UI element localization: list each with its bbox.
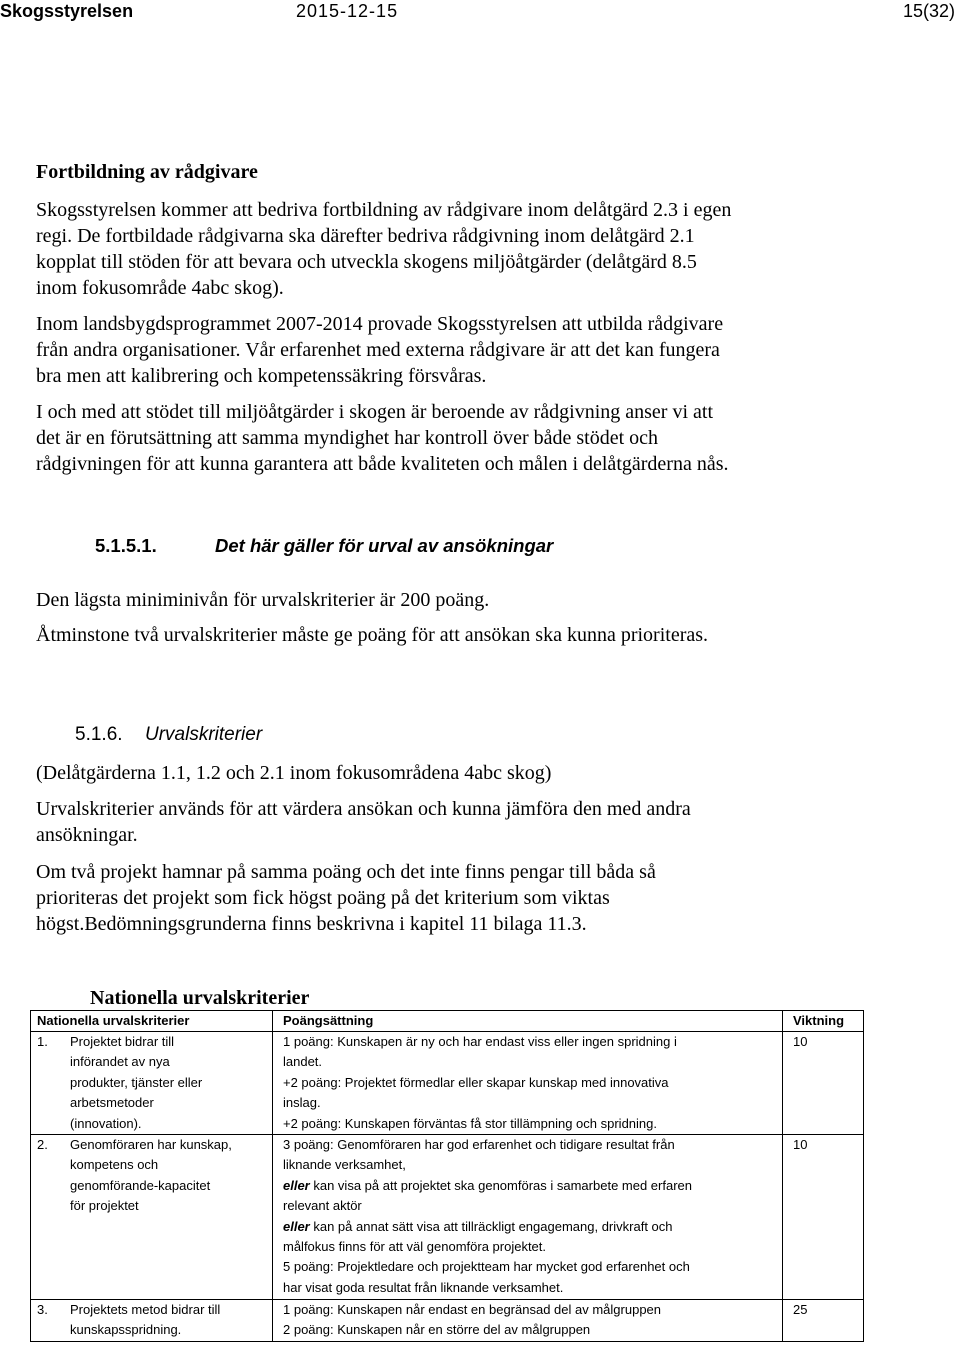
column-header-scoring: Poängsättning (273, 1011, 783, 1032)
scoring-line: +2 poäng: Projektet förmedlar eller skapar kunskap med innovativa (283, 1074, 669, 1090)
scoring-line: landet. (283, 1054, 323, 1070)
text-line: regi. De fortbildade rådgivarna ska därefter bedriva rådgivning inom delåtgärd 2.1 (36, 225, 695, 247)
scoring-line: målfokus finns för att väl genomföra projektet. (283, 1239, 547, 1255)
weight-cell: 10 (783, 1135, 864, 1300)
criterion-line: genomförande-kapacitet (70, 1177, 211, 1193)
text-line: högst.Bedömningsgrunderna finns beskrivna i kapitel 11 bilaga 11.3. (36, 913, 587, 935)
text-line: Inom landsbygdsprogrammet 2007-2014 provade Skogsstyrelsen att utbilda rådgivare (36, 313, 724, 335)
document-date: 2015-12-15 (296, 1, 399, 21)
weight-cell: 10 (783, 1032, 864, 1135)
text-line: Urvalskriterier används för att värdera ansökan och kunna jämföra den med andra (36, 798, 691, 820)
table-row (31, 1135, 864, 1300)
criterion-line: produkter, tjänster eller (70, 1074, 203, 1090)
section-number-516: 5.1.6. (75, 724, 123, 745)
criterion-line: Genomföraren har kunskap, (70, 1137, 232, 1153)
criterion-line: Projektet bidrar till (70, 1034, 175, 1049)
text-line: det är en förutsättning att samma myndighet har kontroll över både stödet och (36, 427, 659, 449)
criterion-line: Projektets metod bidrar till (70, 1302, 221, 1318)
section-number-5151: 5.1.5.1. (95, 535, 157, 556)
scoring-line: 1 poäng: Kunskapen når endast en begränsad del av målgruppen (283, 1302, 662, 1318)
text-line: prioriteras det projekt som fick högst poäng på det kriterium som viktas (36, 887, 610, 909)
paragraph (36, 859, 656, 937)
scoring-line-rest: kan på annat sätt visa att tillräckligt engagemang, drivkraft och (309, 1218, 673, 1234)
text-line: Om två projekt hamnar på samma poäng och det inte finns pengar till båda så (36, 861, 656, 883)
text-line: rådgivningen för att kunna garantera att både kvaliteten och målen i delåtgärderna nås. (36, 453, 729, 475)
section-title-516: Urvalskriterier (145, 724, 263, 745)
organization-name: Skogsstyrelsen (0, 1, 134, 21)
scoring-line (283, 1217, 778, 1237)
table-row (31, 1300, 864, 1342)
page-number: 15(32) (902, 1, 955, 21)
criterion-cell (31, 1032, 273, 1135)
criterion-number: 2. (37, 1137, 48, 1153)
criterion-line: för projektet (70, 1198, 139, 1214)
text-line: kopplat till stöden för att bevara och utveckla skogens miljöåtgärder (delåtgärd 8.5 (36, 251, 697, 273)
column-header-criteria: Nationella urvalskriterier (31, 1011, 273, 1032)
scoring-cell (273, 1300, 783, 1342)
table-row (31, 1032, 864, 1135)
text-line: ansökningar. (36, 824, 138, 846)
paragraph-minimum-score: Den lägsta miniminivån för urvalskriterier är 200 poäng. (36, 589, 490, 611)
criterion-line: kunskapsspridning. (70, 1322, 182, 1338)
scoring-line: 2 poäng: Kunskapen når en större del av målgruppen (283, 1322, 591, 1338)
paragraph-subsections: (Delåtgärderna 1.1, 1.2 och 2.1 inom fokusområdena 4abc skog) (36, 762, 552, 784)
scoring-line: 1 poäng: Kunskapen är ny och har endast viss eller ingen spridning i (283, 1034, 677, 1049)
scoring-cell (273, 1032, 783, 1135)
paragraph (36, 399, 728, 477)
criteria-table (30, 1010, 864, 1342)
text-line: bra men att kalibrering och kompetenssäkring försvåras. (36, 365, 487, 387)
criterion-line: (innovation). (70, 1115, 142, 1131)
column-header-weight: Viktning (783, 1011, 864, 1032)
criterion-number: 1. (37, 1034, 48, 1049)
scoring-line: har visat goda resultat från liknande verksamhet. (283, 1279, 564, 1295)
section-heading-fortbildning: Fortbildning av rådgivare (36, 161, 258, 183)
paragraph-two-criteria: Åtminstone två urvalskriterier måste ge poäng för att ansökan ska kunna prioriteras. (36, 624, 709, 646)
scoring-line: 5 poäng: Projektledare och projektteam har mycket god erfarenhet och (283, 1259, 690, 1275)
criterion-line: kompetens och (70, 1157, 159, 1173)
text-line: Skogsstyrelsen kommer att bedriva fortbildning av rådgivare inom delåtgärd 2.3 i egen (36, 199, 732, 221)
scoring-line: +2 poäng: Kunskapen förväntas få stor tillämpning och spridning. (283, 1115, 657, 1131)
paragraph (36, 311, 723, 389)
criterion-line: arbetsmetoder (70, 1095, 154, 1111)
scoring-line (283, 1176, 778, 1196)
paragraph (36, 197, 731, 301)
criterion-cell (31, 1300, 273, 1342)
scoring-line: 3 poäng: Genomföraren har god erfarenhet och tidigare resultat från (283, 1137, 675, 1153)
scoring-line: inslag. (283, 1095, 321, 1111)
text-line: inom fokusområde 4abc skog). (36, 277, 284, 299)
emphasis-eller: eller (283, 1218, 310, 1234)
criterion-cell (31, 1135, 273, 1300)
scoring-cell (273, 1135, 783, 1300)
section-title-5151: Det här gäller för urval av ansökningar (215, 535, 554, 556)
text-line: från andra organisationer. Vår erfarenhet med externa rådgivare är att det kan fungera (36, 339, 720, 361)
table-caption: Nationella urvalskriterier (90, 987, 310, 1009)
criterion-number: 3. (37, 1302, 48, 1318)
emphasis-eller: eller (283, 1177, 310, 1193)
paragraph (36, 796, 691, 848)
weight-cell: 25 (783, 1300, 864, 1342)
scoring-line: liknande verksamhet, (283, 1157, 406, 1173)
text-line: I och med att stödet till miljöåtgärder i skogen är beroende av rådgivning anser vi att (36, 401, 714, 423)
criterion-line: införandet av nya (70, 1054, 170, 1070)
scoring-line: relevant aktör (283, 1198, 362, 1214)
scoring-line-rest: kan visa på att projektet ska genomföras i samarbete med erfaren (309, 1177, 692, 1193)
table-header-row (31, 1011, 864, 1032)
